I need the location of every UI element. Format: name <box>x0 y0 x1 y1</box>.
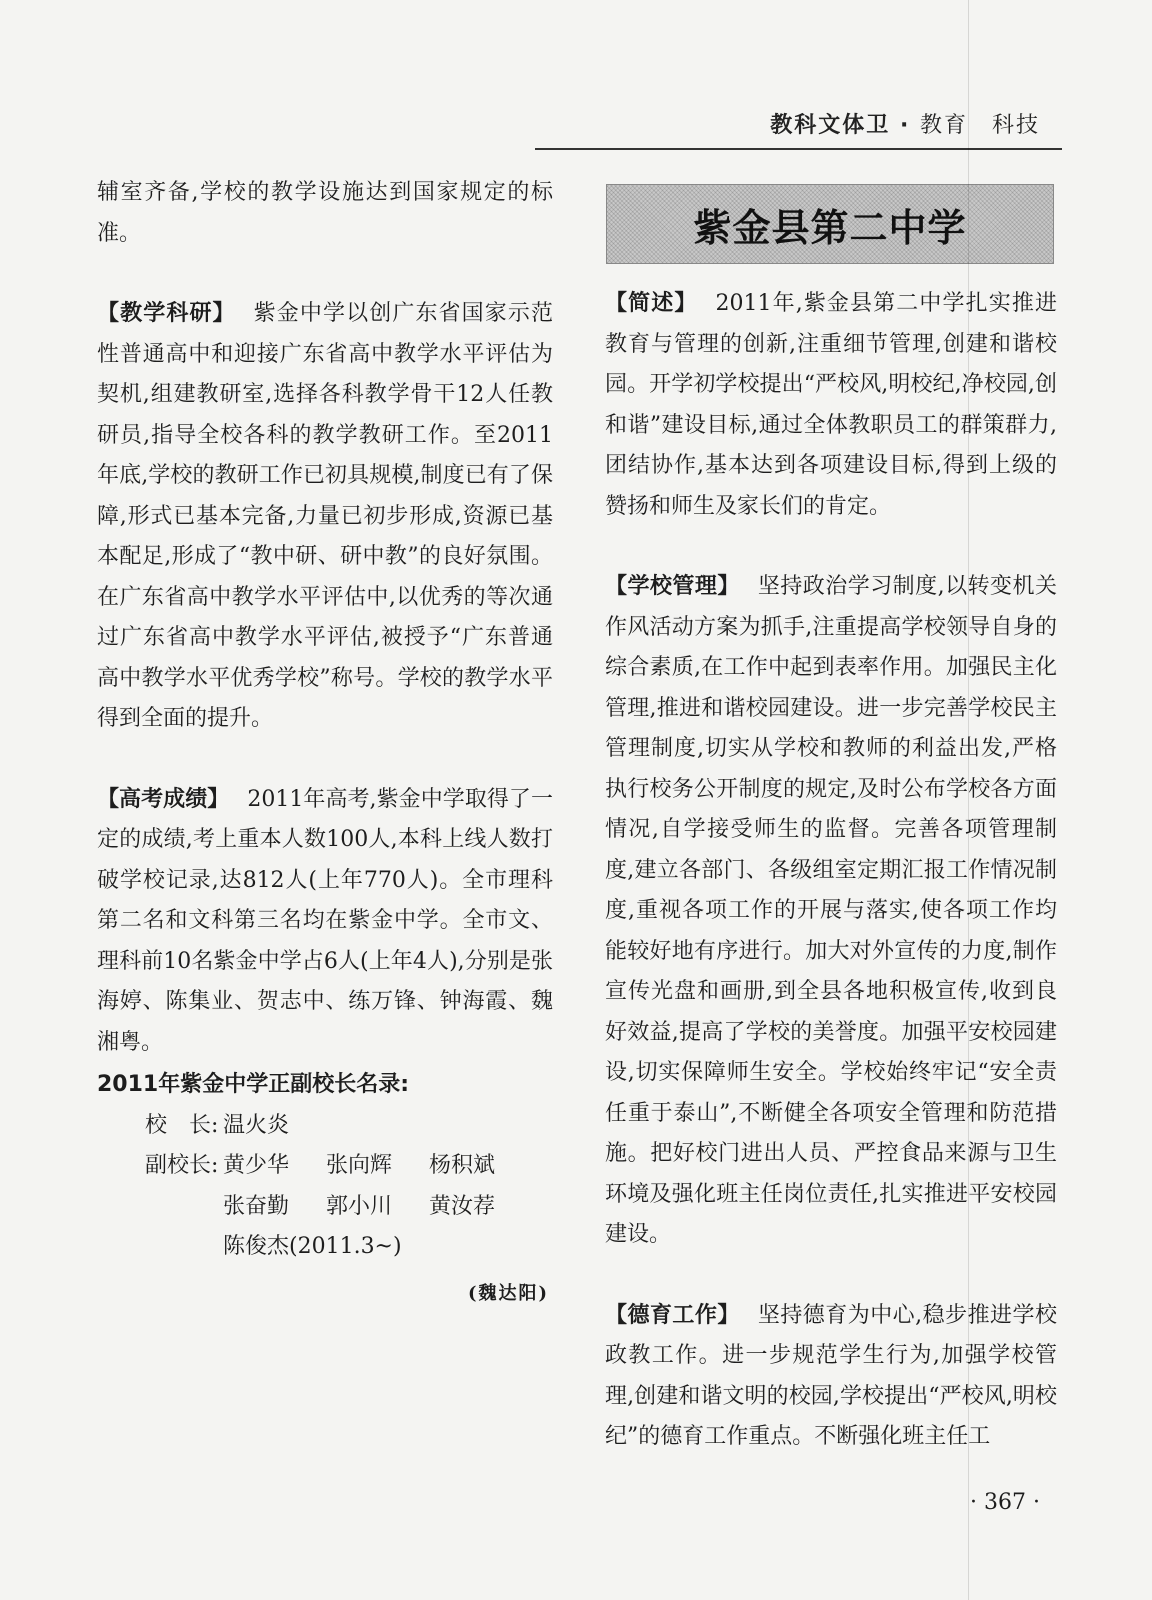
exam-text: 2011年高考,紫金中学取得了一定的成绩,考上重本人数100人,本科上线人数打破学校记录,达812人(上年770人)。全市理科第二名和文科第三名均在紫金中学。全市文、理科前10名紫金中学占6人(上年4人),分别是张海婷、陈集业、贺志中、练万锋、钟海霞、魏湘粤。 <box>97 786 553 1055</box>
scan-fold-line <box>968 0 969 1600</box>
research-paragraph <box>97 294 553 740</box>
research-label: 【教学科研】 <box>97 301 236 326</box>
roster-row-vice-3 <box>97 1227 553 1268</box>
roster-row-principal <box>97 1106 553 1147</box>
exam-label: 【高考成绩】 <box>97 786 230 812</box>
summary-text: 2011年,紫金县第二中学扎实推进教育与管理的创新,注重细节管理,创建和谐校园。开学初学校提出“严校风,明校纪,净校园,创和谐”建设目标,通过全体教职员工的群策群力,团结协作,基本达到各项建设目标,得到上级的赞扬和师生及家长们的肯定。 <box>605 291 1057 519</box>
management-label: 【学校管理】 <box>605 574 740 599</box>
roster-list <box>97 1106 553 1268</box>
running-head-sub: 教育 科技 <box>919 113 1040 138</box>
exam-paragraph <box>97 780 553 1064</box>
section-title: 紫金县第二中学 <box>693 205 967 250</box>
vice-principal-name: 郭小川 <box>326 1193 393 1219</box>
intro-tail-paragraph: 辅室齐备,学校的教学设施达到国家规定的标准。 <box>97 180 553 246</box>
vice-principal-name: 杨积斌 <box>429 1153 496 1178</box>
section-title-box <box>606 184 1054 264</box>
roster-title: 2011年紫金中学正副校长名录: <box>97 1072 410 1097</box>
running-head-dot: · <box>899 113 911 138</box>
roster-row-vice-1 <box>97 1146 553 1187</box>
header-rule <box>535 148 1062 150</box>
principal-name: 温火炎 <box>223 1112 290 1138</box>
right-column <box>605 284 1057 1458</box>
vice-principal-name: 黄少华 <box>223 1153 290 1178</box>
vice-role: 副校长: <box>145 1153 219 1178</box>
moral-paragraph <box>605 1296 1057 1458</box>
principal-role: 校 长: <box>145 1112 219 1138</box>
running-head <box>770 108 1040 139</box>
management-paragraph <box>605 567 1057 1256</box>
author-signoff: (魏达阳) <box>467 1282 549 1304</box>
page-number: · 367 · <box>970 1490 1040 1515</box>
roster-row-vice-2 <box>97 1187 553 1228</box>
left-column <box>97 173 553 1314</box>
vice-principal-name: 陈俊杰(2011.3~) <box>223 1234 402 1259</box>
summary-paragraph <box>605 284 1057 527</box>
running-head-main: 教科文体卫 <box>770 113 891 138</box>
vice-principal-name: 张奋勤 <box>223 1193 290 1219</box>
management-text: 坚持政治学习制度,以转变机关作风活动方案为抓手,注重提高学校领导自身的综合素质,在工作中起到表率作用。加强民主化管理,推进和谐校园建设。进一步完善学校民主管理制度,切实从学校和教师的利益出发,严格执行校务公开制度的规定,及时公布学校各方面情况,自学接受师生的监督。完善各项管理制度,建立各部门、各级组室定期汇报工作情况制度,重视各项工作的开展与落实,使各项工作均能较好地有序进行。加大对外宣传的力度,制作宣传光盘和画册,到全县各地积极宣传,收到良好效益,提高了学校的美誉度。加强平安校园建设,切实保障师生安全。学校始终牢记“安全责任重于泰山”,不断健全各项安全管理和防范措施。把好校门进出人员、严控食品来源与卫生环境及强化班主任岗位责任,扎实推进平安校园建设。 <box>605 574 1057 1247</box>
moral-label: 【德育工作】 <box>605 1302 740 1328</box>
moral-text: 坚持德育为中心,稳步推进学校政教工作。进一步规范学生行为,加强学校管理,创建和谐文明的校园,学校提出“严校风,明校纪”的德育工作重点。不断强化班主任工 <box>605 1302 1057 1449</box>
vice-principal-name: 黄汝荐 <box>429 1193 496 1219</box>
vice-principal-name: 张向辉 <box>326 1153 393 1178</box>
research-text: 紫金中学以创广东省国家示范性普通高中和迎接广东省高中教学水平评估为契机,组建教研室,选择各科教学骨干12人任教研员,指导全校各科的教学教研工作。至2011年底,学校的教研工作已初具规模,制度已有了保障,形式已基本完备,力量已初步形成,资源已基本配足,形成了“教中研、研中教”的良好氛围。在广东省高中教学水平评估中,以优秀的等次通过广东省高中教学水平评估,被授予“广东普通高中教学水平优秀学校”称号。学校的教学水平得到全面的提升。 <box>97 301 553 731</box>
summary-label: 【简述】 <box>605 291 698 316</box>
